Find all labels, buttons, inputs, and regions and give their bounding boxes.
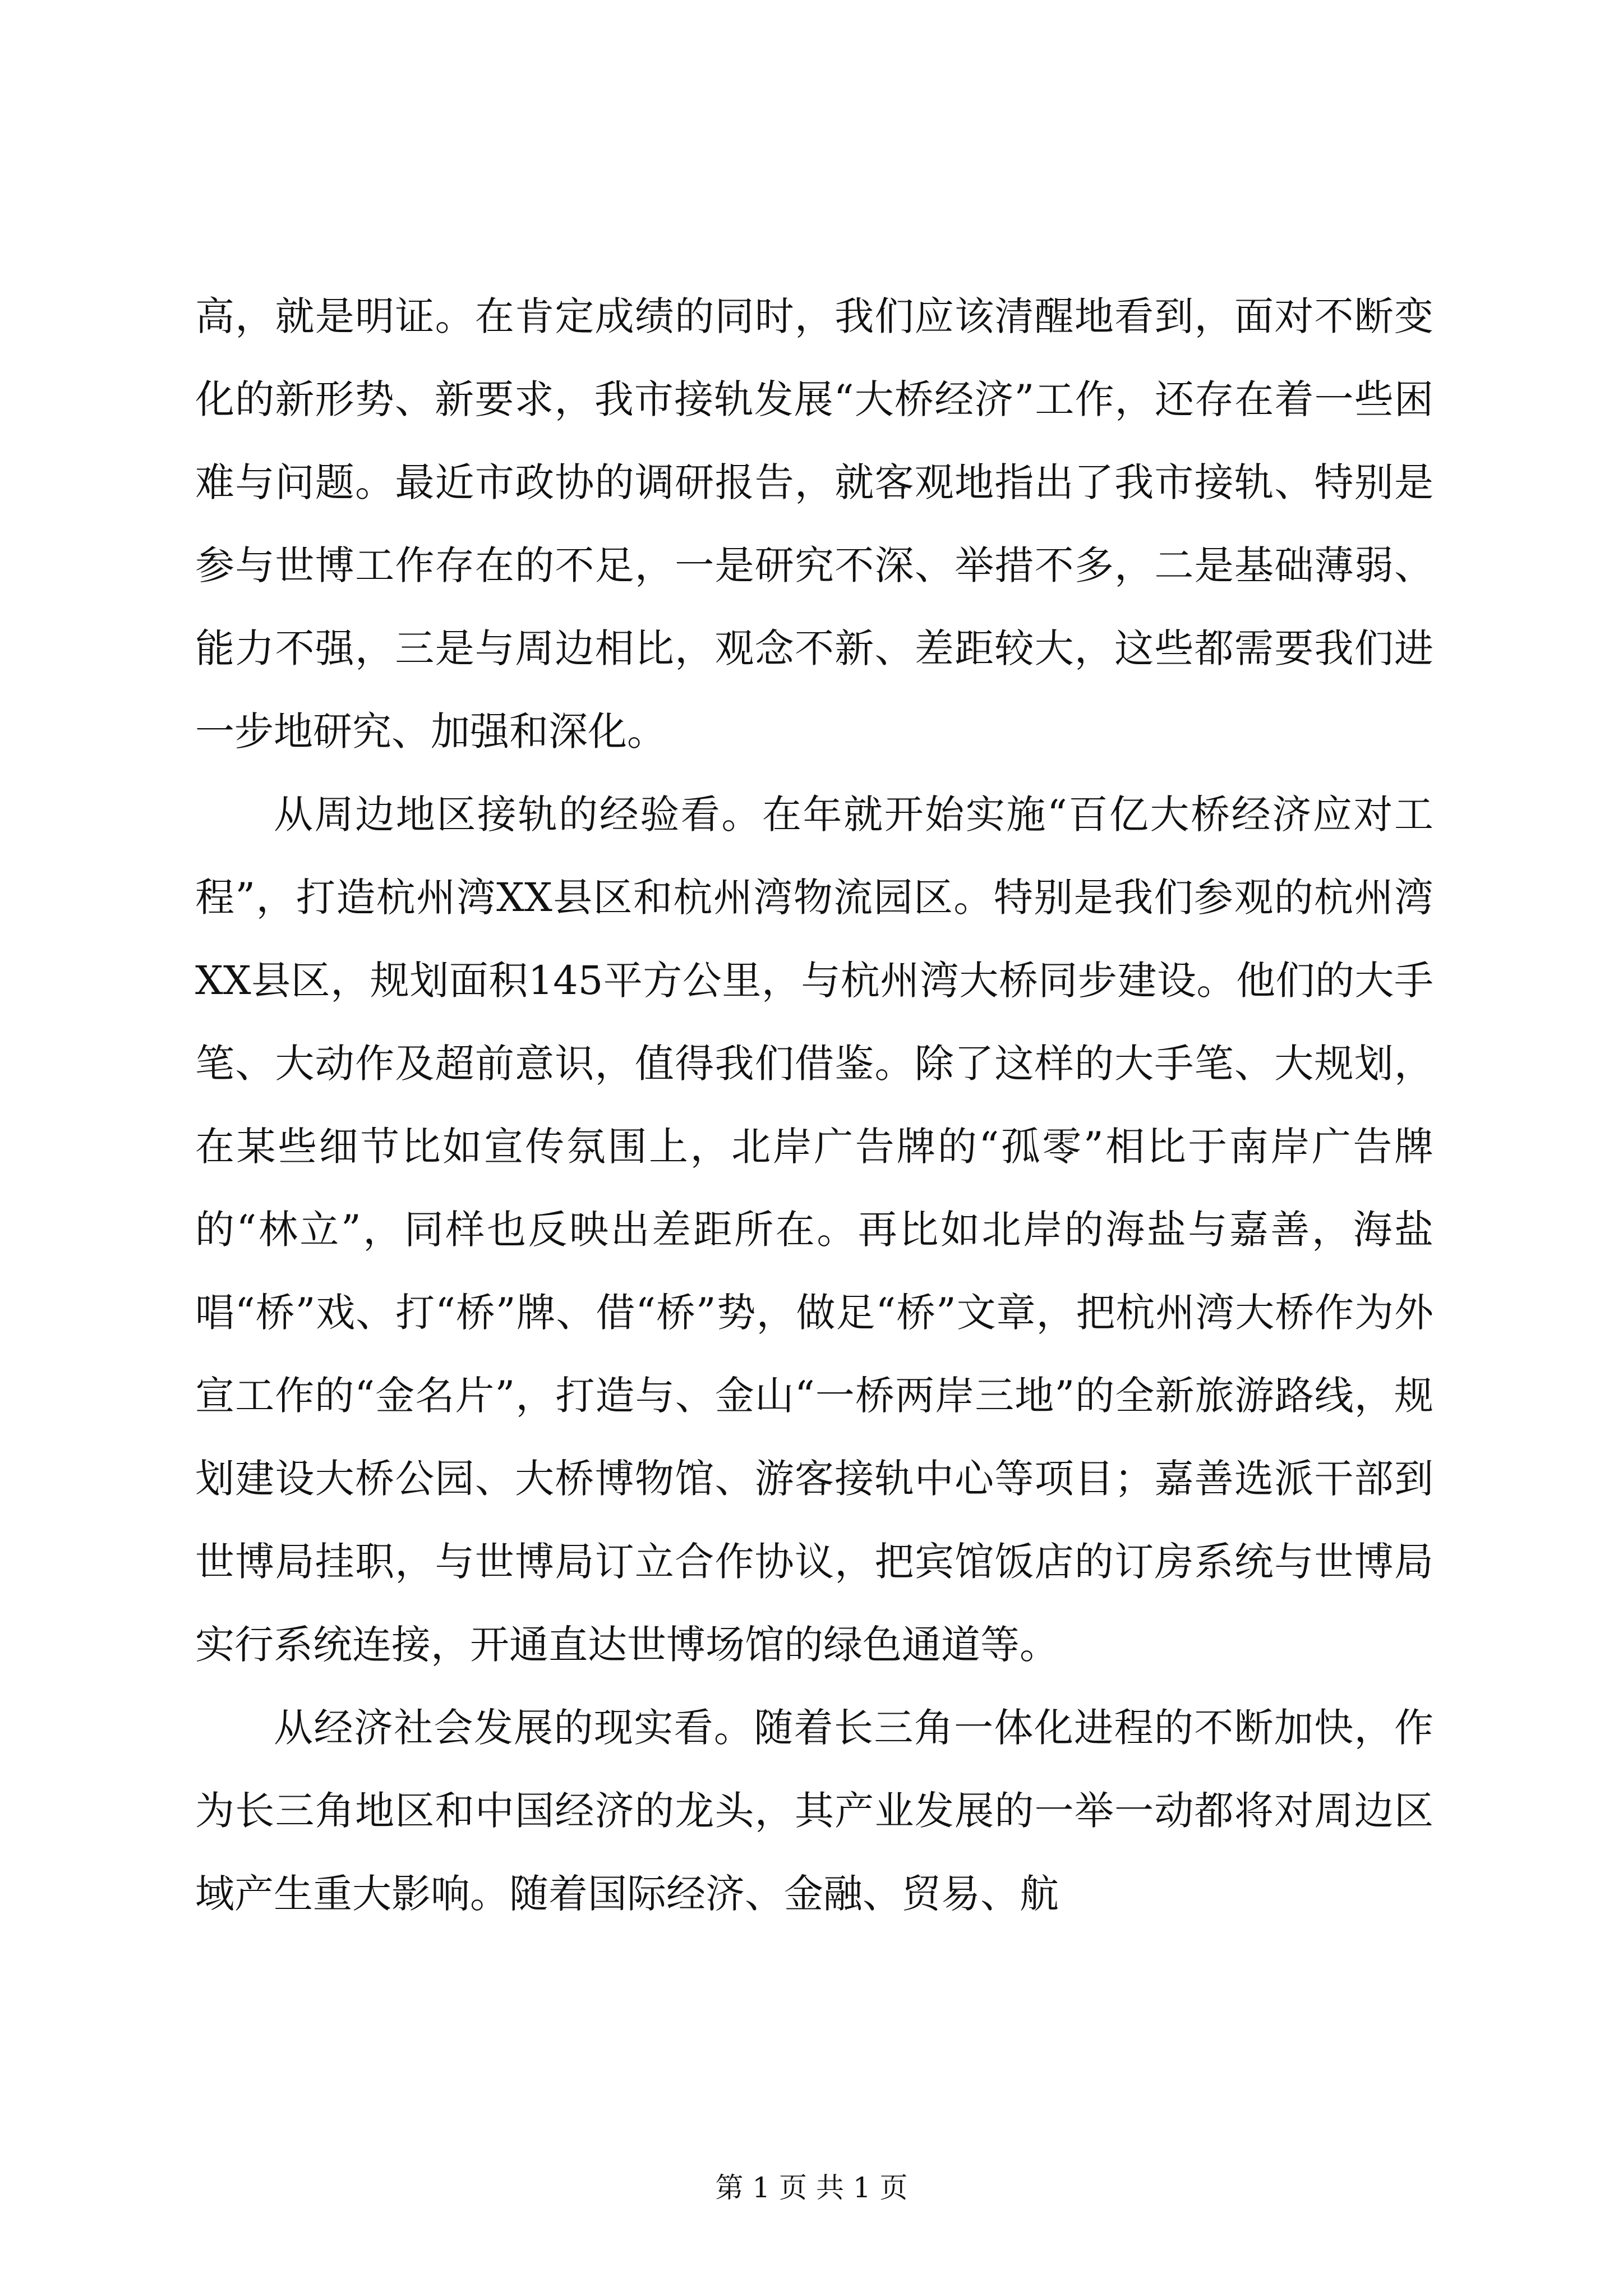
page-footer: 第 1 页 共 1 页 bbox=[715, 2171, 908, 2204]
paragraph-continuation: 高，就是明证。在肯定成绩的同时，我们应该清醒地看到，面对不断变化的新形势、新要求，我市接轨发展“大桥经济”工作，还存在着一些困难与问题。最近市政协的调研报告，就客观地指出了我市接轨、特别是参与世博工作存在的不足，一是研究不深、举措不多，二是基础薄弱、能力不强，三是与周边相比，观念不新、差距较大，这些都需要我们进一步地研究、加强和深化。 bbox=[195, 293, 1433, 754]
body-text bbox=[195, 275, 1433, 1935]
paragraph-economic-reality: 从经济社会发展的现实看。随着长三角一体化进程的不断加快，作为长三角地区和中国经济的龙头，其产业发展的一举一动都将对周边区域产生重大影响。随着国际经济、金融、贸易、航 bbox=[195, 1705, 1433, 1917]
paragraph-neighbor-experience: 从周边地区接轨的经验看。在年就开始实施“百亿大桥经济应对工程”，打造杭州湾XX县区和杭州湾物流园区。特别是我们参观的杭州湾XX县区，规划面积145平方公里，与杭州湾大桥同步建设。他们的大手笔、大动作及超前意识，值得我们借鉴。除了这样的大手笔、大规划，在某些细节比如宣传氛围上，北岸广告牌的“孤零”相比于南岸广告牌的“林立”，同样也反映出差距所在。再比如北岸的海盐与嘉善，海盐唱“桥”戏、打“桥”牌、借“桥”势，做足“桥”文章，把杭州湾大桥作为外宣工作的“金名片”，打造与、金山“一桥两岸三地”的全新旅游路线，规划建设大桥公园、大桥博物馆、游客接轨中心等项目；嘉善选派干部到世博局挂职，与世博局订立合作协议，把宾馆饭店的订房系统与世博局实行系统连接，开通直达世博场馆的绿色通道等。 bbox=[195, 792, 1433, 1668]
